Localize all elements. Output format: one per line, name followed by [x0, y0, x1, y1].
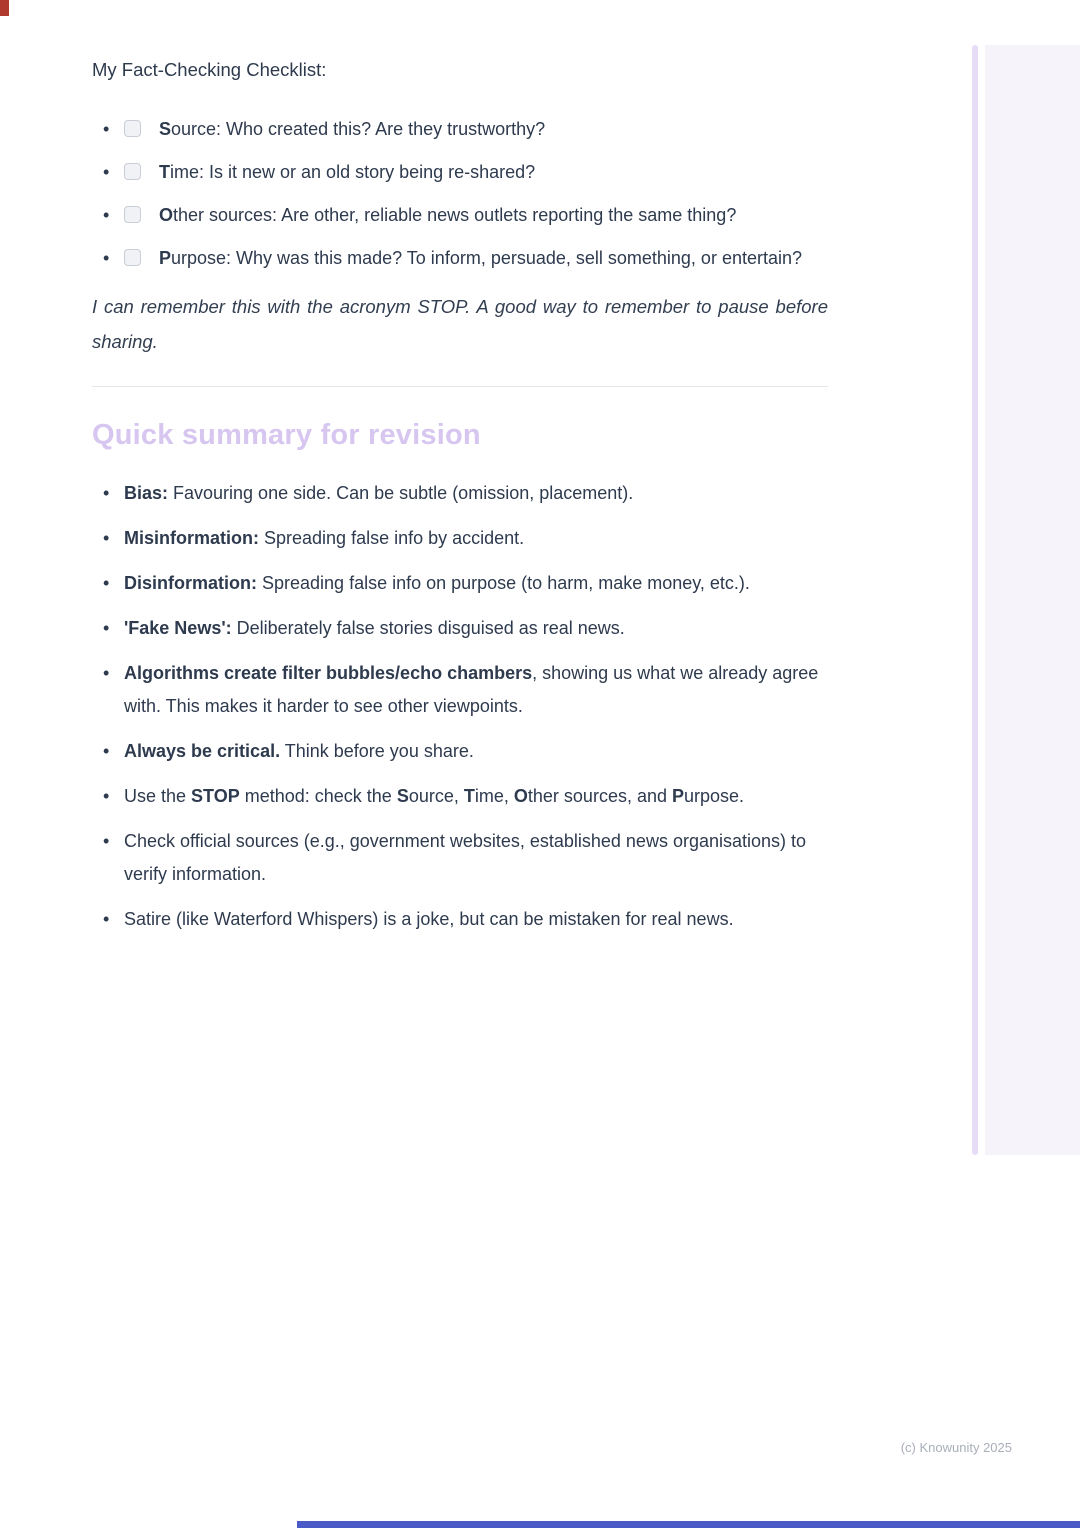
bullet-icon: •: [103, 618, 110, 638]
bullet-icon: •: [103, 909, 110, 929]
checkbox-icon[interactable]: [124, 120, 141, 137]
bullet-icon: •: [103, 205, 110, 225]
checklist-item-text: Purpose: Why was this made? To inform, persuade, sell something, or entertain?: [159, 248, 802, 268]
checklist-item: [92, 199, 828, 232]
summary-item-text: Always be critical. Think before you share.: [124, 741, 474, 761]
checklist-item: [92, 113, 828, 146]
summary-item-text: 'Fake News': Deliberately false stories disguised as real news.: [124, 618, 625, 638]
summary-item: [92, 567, 828, 600]
summary-item: [92, 903, 828, 936]
checklist-item-text: Other sources: Are other, reliable news outlets reporting the same thing?: [159, 205, 737, 225]
right-rail-panel: [985, 45, 1080, 1155]
summary-item: [92, 477, 828, 510]
summary-item: [92, 522, 828, 555]
bullet-icon: •: [103, 831, 110, 851]
bullet-icon: •: [103, 573, 110, 593]
page-corner-mark: [0, 0, 9, 16]
summary-item: [92, 780, 828, 813]
summary-item: [92, 735, 828, 768]
bullet-icon: •: [103, 786, 110, 806]
summary-item: [92, 825, 828, 891]
checklist-item: [92, 242, 828, 275]
bullet-icon: •: [103, 741, 110, 761]
bullet-icon: •: [103, 528, 110, 548]
summary-item: [92, 612, 828, 645]
bullet-icon: •: [103, 119, 110, 139]
bullet-icon: •: [103, 663, 110, 683]
checklist-item: [92, 156, 828, 189]
summary-item-text: Use the STOP method: check the Source, Time, Other sources, and Purpose.: [124, 786, 745, 806]
fact-checking-checklist: [92, 113, 828, 275]
bullet-icon: •: [103, 483, 110, 503]
summary-list: [92, 477, 828, 936]
stop-acronym-note: I can remember this with the acronym STOP. A good way to remember to pause before sharing.: [92, 296, 828, 352]
summary-item-text: Misinformation: Spreading false info by accident.: [124, 528, 525, 548]
right-rail-accent: [972, 45, 978, 1155]
checkbox-icon[interactable]: [124, 206, 141, 223]
summary-item-text: Disinformation: Spreading false info on purpose (to harm, make money, etc.).: [124, 573, 750, 593]
document-content: [92, 56, 828, 948]
checkbox-icon[interactable]: [124, 249, 141, 266]
bullet-icon: •: [103, 162, 110, 182]
summary-item-text: Algorithms create filter bubbles/echo chambers, showing us what we already agree with. This makes it harder to see other viewpoints.: [124, 663, 819, 716]
checkbox-icon[interactable]: [124, 163, 141, 180]
summary-item: [92, 657, 828, 723]
checklist-title: My Fact-Checking Checklist:: [92, 59, 327, 80]
footer-copyright: (c) Knowunity 2025: [900, 1440, 1012, 1455]
bullet-icon: •: [103, 248, 110, 268]
summary-item-text: Check official sources (e.g., government websites, established news organisations) to verify information.: [124, 831, 807, 884]
summary-item-text: Satire (like Waterford Whispers) is a joke, but can be mistaken for real news.: [124, 909, 734, 929]
bottom-page-edge: [297, 1521, 1080, 1528]
section-divider: [92, 386, 828, 387]
summary-item-text: Bias: Favouring one side. Can be subtle (omission, placement).: [124, 483, 634, 503]
checklist-item-text: Source: Who created this? Are they trustworthy?: [159, 119, 546, 139]
summary-heading: Quick summary for revision: [92, 419, 481, 451]
checklist-item-text: Time: Is it new or an old story being re-shared?: [159, 162, 536, 182]
